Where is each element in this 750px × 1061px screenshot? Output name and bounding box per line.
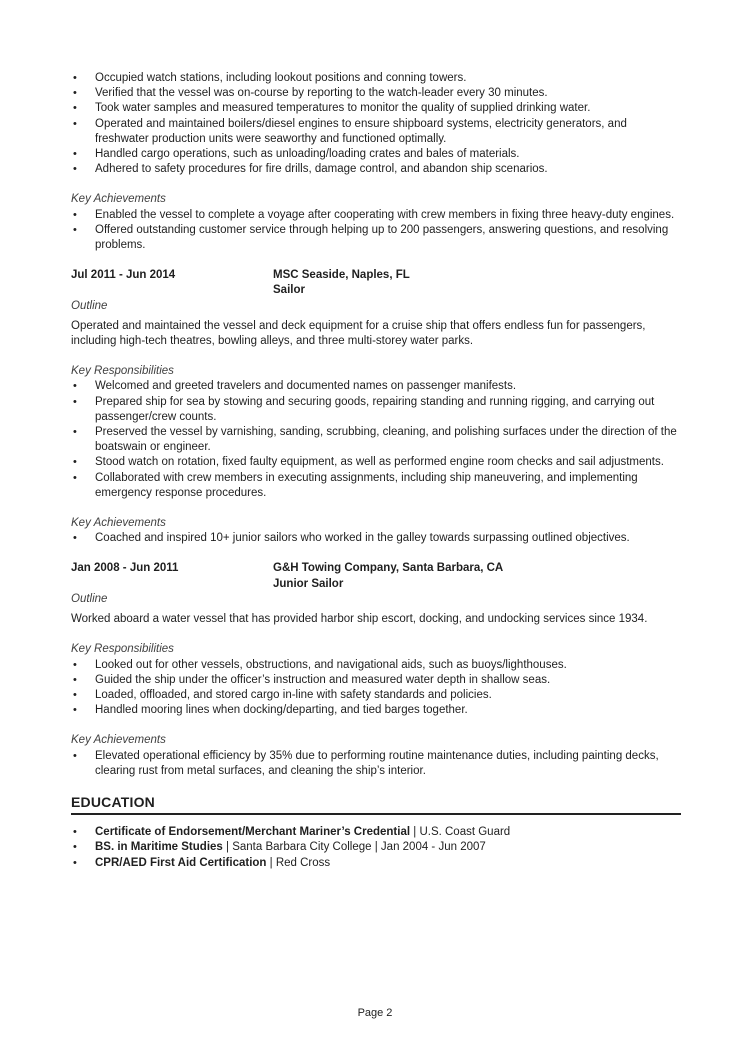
list-item: • Verified that the vessel was on-course by reporting to the watch-leader every 30 minutes. xyxy=(71,86,681,101)
list-item: • Enabled the vessel to complete a voyage after cooperating with crew members in fixing three heavy-duty engines. xyxy=(71,208,681,223)
resume-page xyxy=(71,71,681,871)
list-item xyxy=(71,840,681,855)
list-item: • Offered outstanding customer service through helping up to 200 passengers, answering questions, and resolving problems. xyxy=(71,223,681,253)
job1-achievements-label: Key Achievements xyxy=(71,517,166,530)
job1-outline-label: Outline xyxy=(71,299,108,312)
job0-achievements-label: Key Achievements xyxy=(71,193,166,206)
job2-outline: Worked aboard a water vessel that has provided harbor ship escort, docking, and undocking services since 1934. xyxy=(71,613,648,626)
list-item: • Prepared ship for sea by stowing and securing goods, repairing standing and running rigging, and carrying out passenger/crew counts. xyxy=(71,395,681,425)
job1-responsibilities-label: Key Responsibilities xyxy=(71,365,174,378)
education-list xyxy=(71,825,681,871)
job2-title: Junior Sailor xyxy=(273,577,344,590)
job2-outline-label: Outline xyxy=(71,592,108,605)
job2-responsibilities-label: Key Responsibilities xyxy=(71,643,174,656)
list-item: • Preserved the vessel by varnishing, sanding, scrubbing, cleaning, and polishing surfaces under the direction of the boatswain or engineer. xyxy=(71,425,681,455)
list-item: • Adhered to safety procedures for fire drills, damage control, and abandon ship scenarios. xyxy=(71,162,681,177)
list-item: • Coached and inspired 10+ junior sailors who worked in the galley towards surpassing outlined objectives. xyxy=(71,531,681,546)
list-item: • Welcomed and greeted travelers and documented names on passenger manifests. xyxy=(71,379,681,394)
list-item: • Occupied watch stations, including lookout positions and conning towers. xyxy=(71,71,681,86)
list-item xyxy=(71,825,681,840)
education-credential: Certificate of Endorsement/Merchant Mariner’s Credential xyxy=(95,826,411,839)
job1-achievements xyxy=(71,531,681,546)
job1-outline: Operated and maintained the vessel and deck equipment for a cruise ship that offers endless fun for passengers, including high-tech theatres, bowling alleys, and three multi-storey water parks. xyxy=(71,319,646,348)
education-credential: CPR/AED First Aid Certification xyxy=(95,856,267,869)
job2-dates: Jan 2008 - Jun 2011 xyxy=(71,562,179,575)
job2-achievements-label: Key Achievements xyxy=(71,734,166,747)
list-item: • Stood watch on rotation, fixed faulty equipment, as well as performed engine room checks and sail adjustments. xyxy=(71,455,681,470)
list-item: • Took water samples and measured temperatures to monitor the quality of supplied drinking water. xyxy=(71,101,681,116)
job2-header xyxy=(71,561,681,591)
education-details: | U.S. Coast Guard xyxy=(410,826,511,839)
list-item: • Loaded, offloaded, and stored cargo in-line with safety standards and policies. xyxy=(71,688,681,703)
job2-responsibilities xyxy=(71,658,681,719)
job2-achievements xyxy=(71,749,681,779)
list-item: • Operated and maintained boilers/diesel engines to ensure shipboard systems, electricity generators, and freshwater production units were seaworthy and functioned optimally. xyxy=(71,117,681,147)
job1-responsibilities xyxy=(71,379,681,501)
job1-header xyxy=(71,268,681,298)
education-details: | Santa Barbara City College | Jan 2004 - Jun 2007 xyxy=(222,841,486,854)
job1-dates: Jul 2011 - Jun 2014 xyxy=(71,269,176,282)
list-item: • Looked out for other vessels, obstructions, and navigational aids, such as buoys/lighthouses. xyxy=(71,658,681,673)
list-item: • Collaborated with crew members in executing assignments, including ship maneuvering, and implementing emergency response procedures. xyxy=(71,471,681,501)
page-number: Page 2 xyxy=(357,1007,393,1019)
job2-employer: G&H Towing Company, Santa Barbara, CA xyxy=(273,562,504,575)
job0-achievements xyxy=(71,208,681,254)
job0-responsibilities xyxy=(71,71,681,177)
education-credential: BS. in Maritime Studies xyxy=(95,841,223,854)
job1-employer: MSC Seaside, Naples, FL xyxy=(273,269,410,282)
job1-title: Sailor xyxy=(273,284,305,297)
list-item: • Handled mooring lines when docking/departing, and tied barges together. xyxy=(71,703,681,718)
education-heading: EDUCATION xyxy=(71,795,681,815)
list-item xyxy=(71,856,681,871)
list-item: • Guided the ship under the officer’s instruction and measured water depth in shallow seas. xyxy=(71,673,681,688)
education-details: | Red Cross xyxy=(266,856,331,869)
list-item: • Elevated operational efficiency by 35% due to performing routine maintenance duties, including painting decks, clearing rust from metal surfaces, and cleaning the ship’s interior. xyxy=(71,749,681,779)
list-item: • Handled cargo operations, such as unloading/loading crates and bales of materials. xyxy=(71,147,681,162)
